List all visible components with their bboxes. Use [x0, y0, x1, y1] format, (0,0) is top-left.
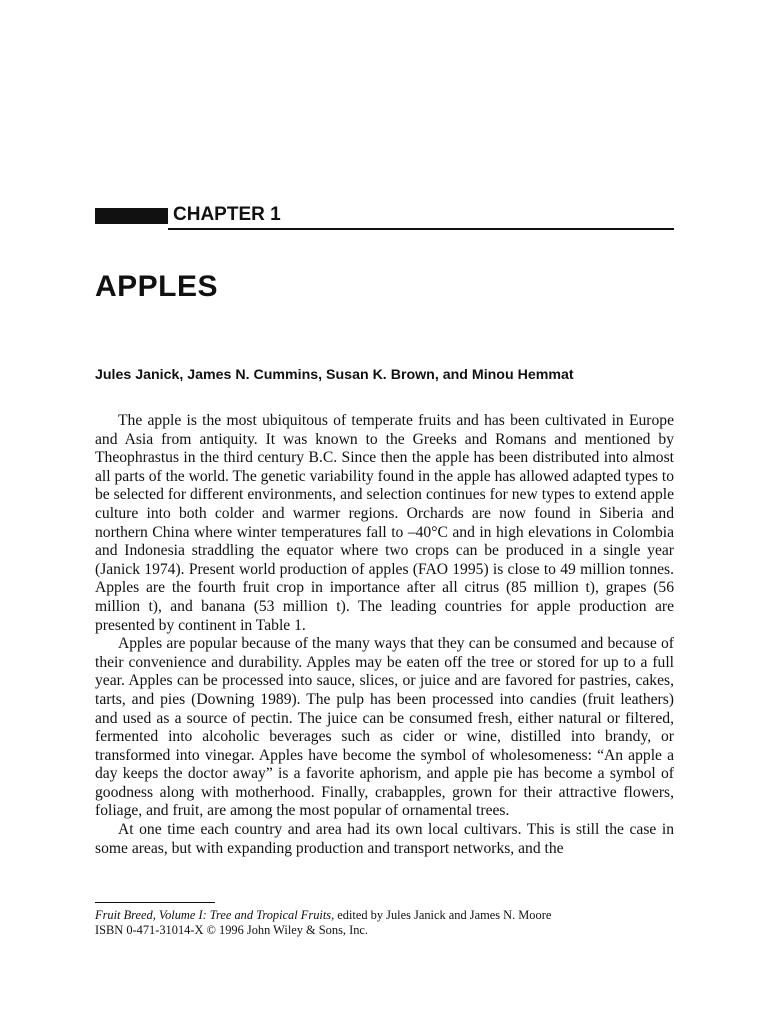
- chapter-header: [95, 204, 674, 232]
- footnote-isbn: ISBN 0-471-31014-X © 1996 John Wiley & Sons, Inc.: [95, 923, 369, 937]
- body-text: [95, 412, 674, 858]
- body-paragraph: Apples are popular because of the many ways that they can be consumed and because of their convenience and durability. Apples may be eaten off the tree or stored for up to a full year. Apples can be processed into sauce, slices, or juice and are favored for pastries, cakes, tarts, and pies (Downing 1989). The pulp has been processed into candies (fruit leathers) and used as a source of pectin. The juice can be consumed fresh, either natural or filtered, fermented into alcoholic beverages such as cider or wine, distilled into brandy, or transformed into vinegar. Apples have become the symbol of wholesomeness: “An apple a day keeps the doctor away” is a favorite aphorism, and apple pie has become a symbol of goodness along with motherhood. Finally, crabapples, grown for their attractive flowers, foliage, and fruit, are among the most popular of ornamental trees.: [95, 635, 674, 820]
- footnote-citation: [95, 908, 551, 923]
- footnote-rule: [95, 902, 215, 903]
- chapter-label: CHAPTER 1: [173, 204, 281, 225]
- body-paragraph: The apple is the most ubiquitous of temperate fruits and has been cultivated in Europe and Asia from antiquity. It was known to the Greeks and Romans and mentioned by Theophrastus in the third century B.C. Since then the apple has been distributed into almost all parts of the world. The genetic variability found in the apple has allowed adapted types to be selected for different environments, and selection continues for new types to extend apple culture into both colder and warmer regions. Orchards are now found in Siberia and northern China where winter temperatures fall to –40°C and in high elevations in Colombia and Indonesia straddling the equator where two crops can be produced in a single year (Janick 1974). Present world production of apples (FAO 1995) is close to 49 million tonnes. Apples are the fourth fruit crop in importance after all citrus (85 million t), grapes (56 million t), and banana (53 million t). The leading countries for apple production are presented by continent in Table 1.: [95, 412, 674, 634]
- chapter-rule: [168, 228, 674, 230]
- chapter-authors: Jules Janick, James N. Cummins, Susan K. Brown, and Minou Hemmat: [95, 367, 574, 383]
- footnote: [95, 908, 551, 938]
- footnote-editors: , edited by Jules Janick and James N. Moore: [331, 908, 552, 922]
- chapter-title: APPLES: [95, 270, 219, 303]
- footnote-book-title: Fruit Breed, Volume I: Tree and Tropical Fruits: [95, 908, 332, 922]
- body-paragraph: At one time each country and area had its own local cultivars. This is still the case in some areas, but with expanding production and transport networks, and the: [95, 821, 674, 857]
- chapter-bar: [95, 208, 168, 224]
